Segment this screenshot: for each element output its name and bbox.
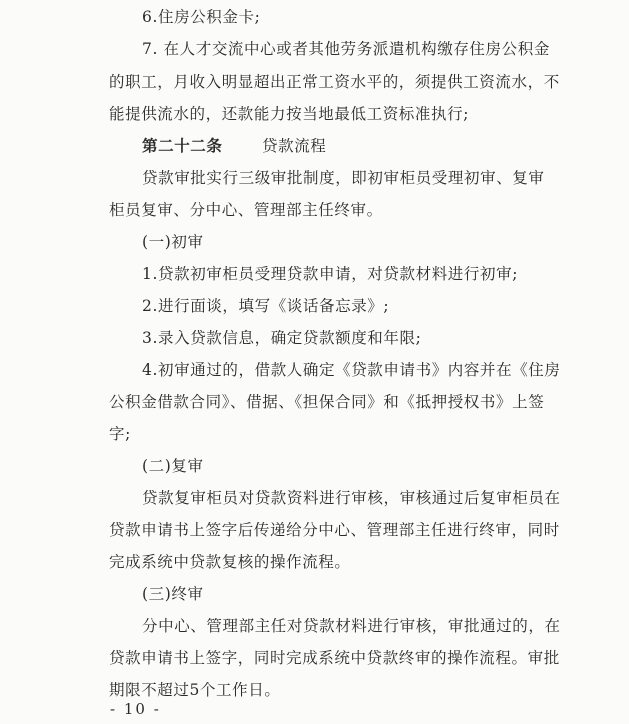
section-heading-second-review: (二)复审	[142, 457, 204, 475]
paragraph-line: 期限不超过5个工作日。	[109, 681, 281, 699]
list-item: 3.录入贷款信息，确定贷款额度和年限;	[142, 329, 422, 347]
paragraph-line: 柜员复审、分中心、管理部主任终审。	[109, 201, 383, 219]
paragraph-line: 能提供流水的，还款能力按当地最低工资标准执行;	[109, 105, 470, 123]
list-item: 2.进行面谈，填写《谈话备忘录》;	[142, 297, 390, 315]
paragraph-line: 贷款申请书上签字，同时完成系统中贷款终审的操作流程。审批	[109, 649, 560, 667]
paragraph-line: 7. 在人才交流中心或者其他劳务派遣机构缴存住房公积金	[142, 40, 550, 58]
paragraph-line: 贷款申请书上签字后传递给分中心、管理部主任进行终审，同时	[109, 521, 560, 539]
paragraph-line: 完成系统中贷款复核的操作流程。	[109, 553, 351, 571]
list-item: 4.初审通过的，借款人确定《贷款申请书》内容并在《住房	[142, 361, 561, 379]
paragraph-line: 的职工，月收入明显超出正常工资水平的，须提供工资流水，不	[109, 73, 560, 91]
list-item: 1.贷款初审柜员受理贷款申请，对贷款材料进行初审;	[142, 265, 519, 283]
paragraph-line: 字;	[109, 425, 131, 443]
section-heading-initial-review: (一)初审	[142, 233, 204, 251]
paragraph-line: 公积金借款合同》、借据、《担保合同》和《抵押授权书》上签	[109, 393, 545, 411]
article-heading-number: 第二十二条	[142, 136, 223, 155]
paragraph-line: 贷款审批实行三级审批制度，即初审柜员受理初审、复审	[142, 169, 545, 187]
paragraph-line: 贷款复审柜员对贷款资料进行审核，审核通过后复审柜员在	[142, 489, 561, 507]
page-number: - 10 -	[110, 700, 161, 718]
section-heading-final-review: (三)终审	[142, 585, 204, 603]
list-item-6: 6.住房公积金卡;	[142, 8, 261, 26]
paragraph-line: 分中心、管理部主任对贷款材料进行审核，审批通过的，在	[142, 617, 561, 635]
article-heading-title: 贷款流程	[262, 137, 327, 155]
